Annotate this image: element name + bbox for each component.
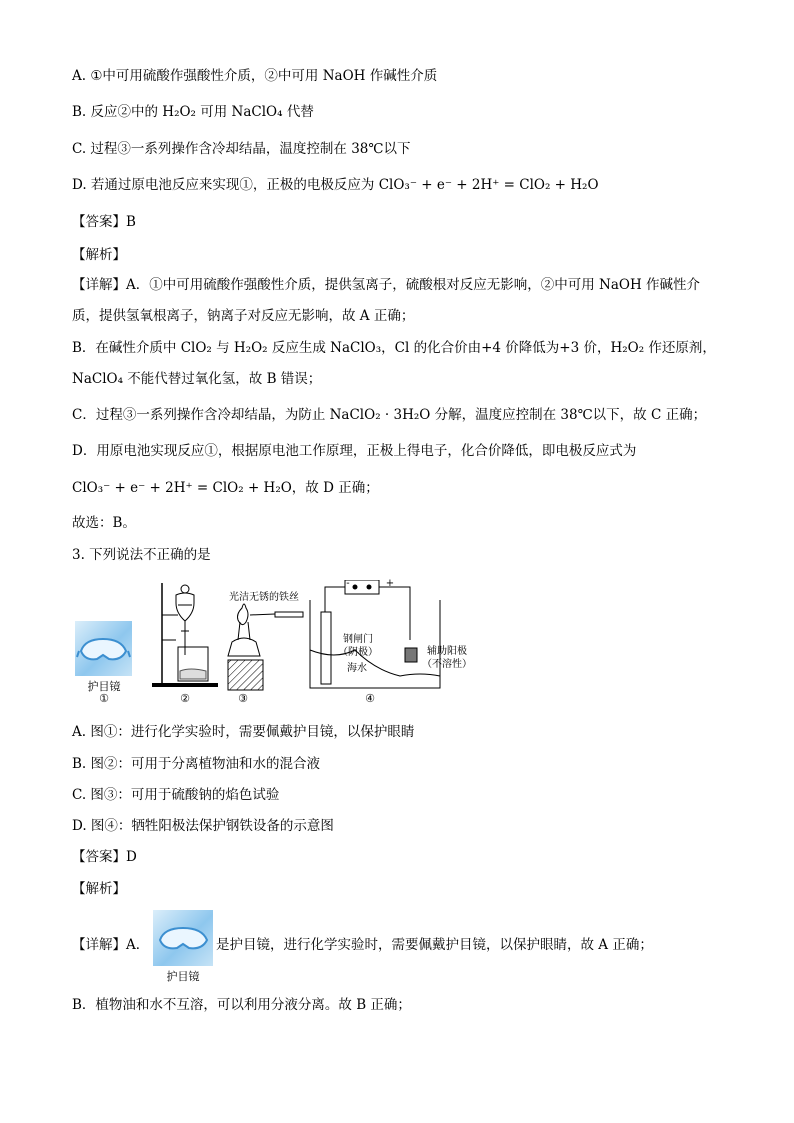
seawater-label: 海水 [347, 663, 367, 674]
goggles-icon [75, 621, 132, 676]
q3-detail-b: B．植物油和水不互溶，可以利用分液分离。故 B 正确； [72, 997, 411, 1013]
q2-detail-a1: 【详解】A．①中可用硫酸作强酸性介质，提供氢离子，硫酸根对反应无影响，②中可用 NaOH 作碱性介 [72, 277, 701, 293]
steel-gate-label: 钢闸门 [343, 634, 373, 645]
insoluble-label: （不溶性） [422, 659, 472, 670]
q2-option-d: D. 若通过原电池反应来实现①，正极的电极反应为 ClO₃⁻ + e⁻ + 2H⁺ = ClO₂ + H₂O [72, 177, 599, 193]
plus-sign: + [385, 578, 395, 589]
goggles-image-inline [153, 910, 213, 966]
q2-detail-b2: NaClO₄ 不能代替过氧化氢，故 B 错误； [72, 371, 322, 387]
minus-sign: - [346, 578, 350, 589]
q3-answer: 【答案】D [72, 849, 137, 865]
q3-option-c: C. 图③：可用于硫酸钠的焰色试验 [72, 787, 280, 803]
wire-label: 光洁无锈的铁丝 [229, 592, 299, 603]
q2-detail-a2: 质，提供氢氧根离子，钠离子对反应无影响，故 A 正确； [72, 308, 415, 324]
fig-number-1: ① [99, 692, 109, 705]
fig-number-3: ③ [238, 692, 248, 705]
q2-detail-d2: ClO₃⁻ + e⁻ + 2H⁺ = ClO₂ + H₂O，故 D 正确； [72, 480, 379, 496]
q2-detail-b1: B．在碱性介质中 ClO₂ 与 H₂O₂ 反应生成 NaClO₃，Cl 的化合价由+4 价降低为+3 价，H₂O₂ 作还原剂， [72, 340, 716, 356]
fig-number-4: ④ [365, 692, 375, 705]
q2-option-a: A. ①中可用硫酸作强酸性介质，②中可用 NaOH 作碱性介质 [72, 68, 438, 84]
anode-label: 辅助阳极 [427, 646, 467, 657]
goggles-inline-caption: 护目镜 [166, 970, 200, 983]
q2-detail-d1: D．用原电池实现反应①，根据原电池工作原理，正极上得电子，化合价降低，即电极反应式为 [72, 443, 637, 459]
q2-option-c: C. 过程③一系列操作含冷却结晶，温度控制在 38℃以下 [72, 141, 411, 157]
fig-number-2: ② [180, 692, 190, 705]
q3-detail-a-suffix: 是护目镜，进行化学实验时，需要佩戴护目镜，以保护眼睛，故 A 正确； [216, 937, 653, 953]
q3-option-a: A. 图①：进行化学实验时，需要佩戴护目镜，以保护眼睛 [72, 724, 415, 740]
goggles-icon [153, 910, 213, 966]
q3-stem: 3. 下列说法不正确的是 [72, 547, 211, 563]
q2-detail-end: 故选：B。 [72, 515, 136, 531]
q2-analysis-head: 【解析】 [72, 247, 126, 263]
q2-detail-c1: C．过程③一系列操作含冷却结晶，为防止 NaClO₂ · 3H₂O 分解，温度应控制在 38℃以下，故 C 正确； [72, 407, 707, 423]
flame-test-apparatus [220, 600, 305, 695]
q3-option-d: D. 图④：牺牲阳极法保护钢铁设备的示意图 [72, 818, 334, 834]
goggles-image [75, 621, 132, 676]
cathode-label: （阴极） [338, 647, 378, 658]
q3-detail-a-prefix: 【详解】A． [72, 937, 150, 953]
q3-option-b: B. 图②：可用于分离植物油和水的混合液 [72, 756, 321, 772]
funnel-apparatus [150, 575, 220, 690]
goggles-caption: 护目镜 [87, 680, 121, 693]
q2-answer: 【答案】B [72, 214, 136, 230]
q2-option-b: B. 反应②中的 H₂O₂ 可用 NaClO₄ 代替 [72, 104, 314, 120]
q3-analysis-head: 【解析】 [72, 881, 126, 897]
